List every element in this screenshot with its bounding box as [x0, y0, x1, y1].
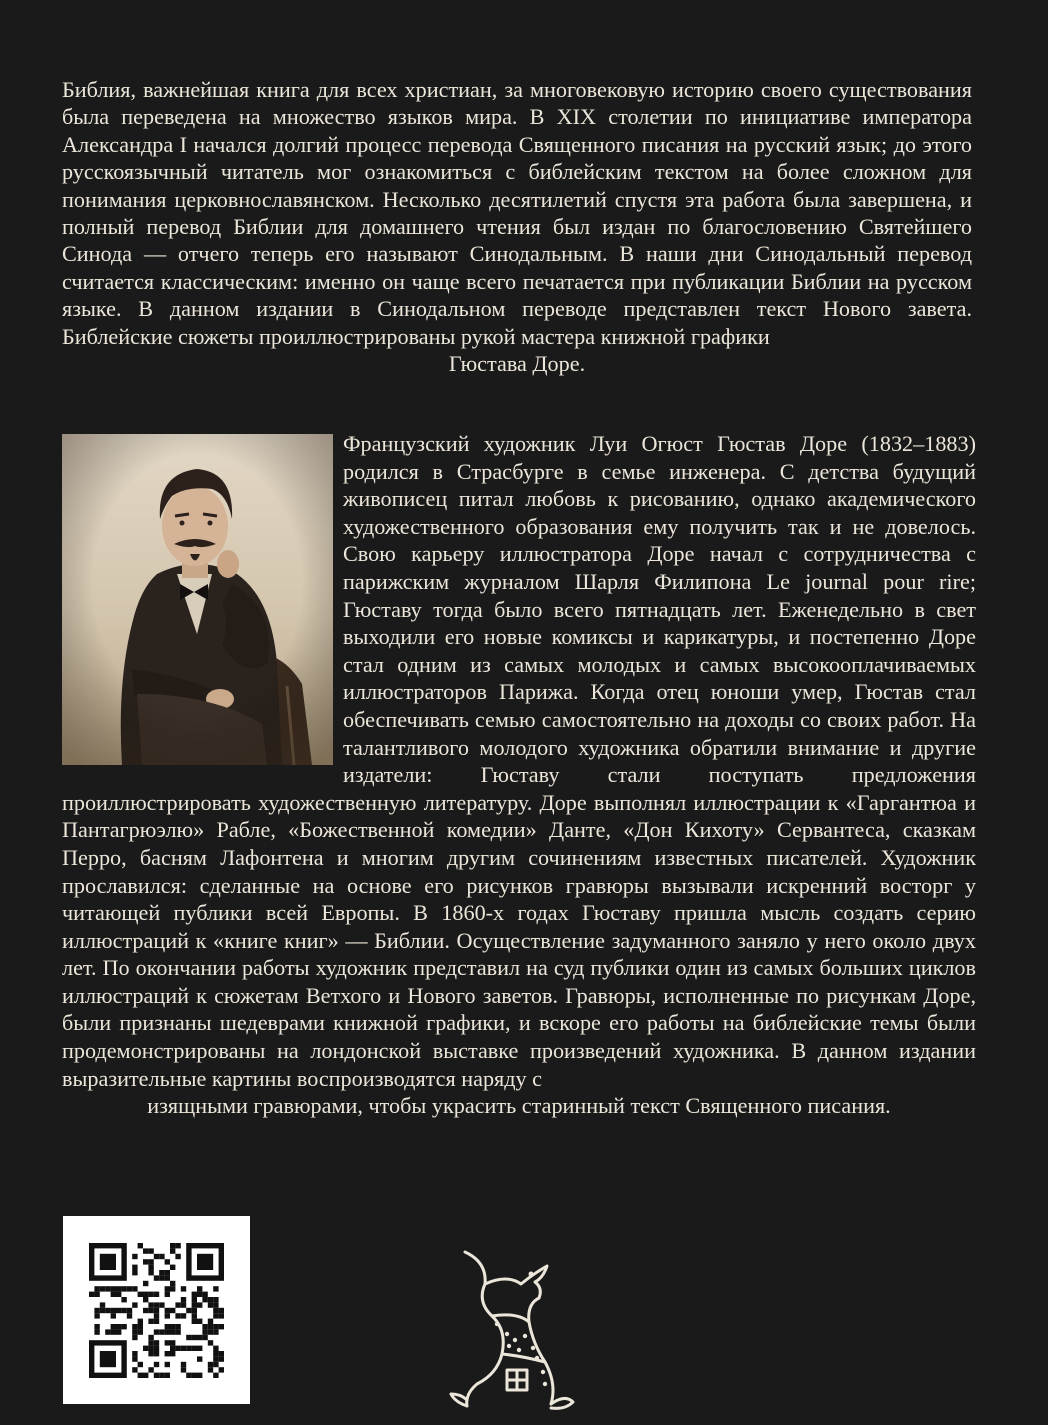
biography-paragraph [62, 430, 976, 1120]
dragon-emblem-icon [447, 1244, 583, 1412]
biography-last-line: изящными гравюрами, чтобы украсить старинный текст Священного писания. [147, 1093, 891, 1119]
portrait-text-wrap [62, 430, 343, 775]
intro-paragraph [62, 76, 972, 377]
intro-last-line: Гюстава Доре. [448, 351, 586, 377]
biography-text: Французский художник Луи Огюст Гюстав Доре (1832–1883) родился в Страсбурге в семье инженера. С детства будущий живописец питал любовь к рисованию, однако академического художественного образования ему получить так и не довелось. Свою карьеру иллюстратора Доре начал с сотрудничества с парижским журналом Шарля Филипона Le journal pour rire; Гюставу тогда было всего пятнадцать лет. Еженедельно в свет выходили его новые комиксы и карикатуры, и постепенно Доре стал одним из самых молодых и самых высокооплачиваемых иллюстраторов Парижа. Когда отец юноши умер, Гюстав стал обеспечивать семью самостоятельно на доходы со своих работ. На талантливого молодого художника обратили внимание и другие издатели: Гюставу стали поступать предложения проиллюстрировать художественную литературу. Доре выполнял иллюстрации к «Гаргантюа и Пантагрюэлю» Рабле, «Божественной комедии» Данте, «Дон Кихоту» Сервантеса, сказкам Перро, басням Лафонтена и многим другим сочинениям известных писателей. Художник прославился: сделанные на основе его рисунков гравюры вызывали искренний восторг у читающей публики всей Европы. В 1860-х годах Гюставу пришла мысль создать серию иллюстраций к «книге книг» — Библии. Осуществление задуманного заняло у него около двух лет. По окончании работы художник представил на суд публики один из самых больших циклов иллюстраций к сюжетам Ветхого и Нового заветов. Гравюры, исполненные по рисункам Доре, были признаны шедеврами книжной графики, и вскоре его работы на библейские темы были продемонстрированы на лондонской выставке произведений художника. В данном издании выразительные картины воспроизводятся наряду с [62, 431, 976, 1091]
qr-code[interactable] [63, 1216, 250, 1404]
publisher-logo [447, 1244, 583, 1412]
intro-text: Библия, важнейшая книга для всех христиан, за многовековую историю своего существования была переведена на множество языков мира. В XIX столетии по инициативе императора Александра I начался долгий процесс перевода Священного писания на русский язык; до этого русскоязычный читатель мог ознакомиться с библейским текстом на более сложном для понимания церковнославянском. Несколько десятилетий спустя эта работа была завершена, и полный перевод Библии для домашнего чтения был издан по благословению Святейшего Синода — отчего теперь его называют Синодальным. В наши дни Синодальный перевод считается классическим: именно он чаще всего печатается при публикации Библии на русском языке. В данном издании в Синодальном переводе представлен текст Нового завета. Библейские сюжеты проиллюстрированы рукой мастера книжной графики [62, 77, 972, 349]
qr-code-graphic [63, 1216, 250, 1404]
